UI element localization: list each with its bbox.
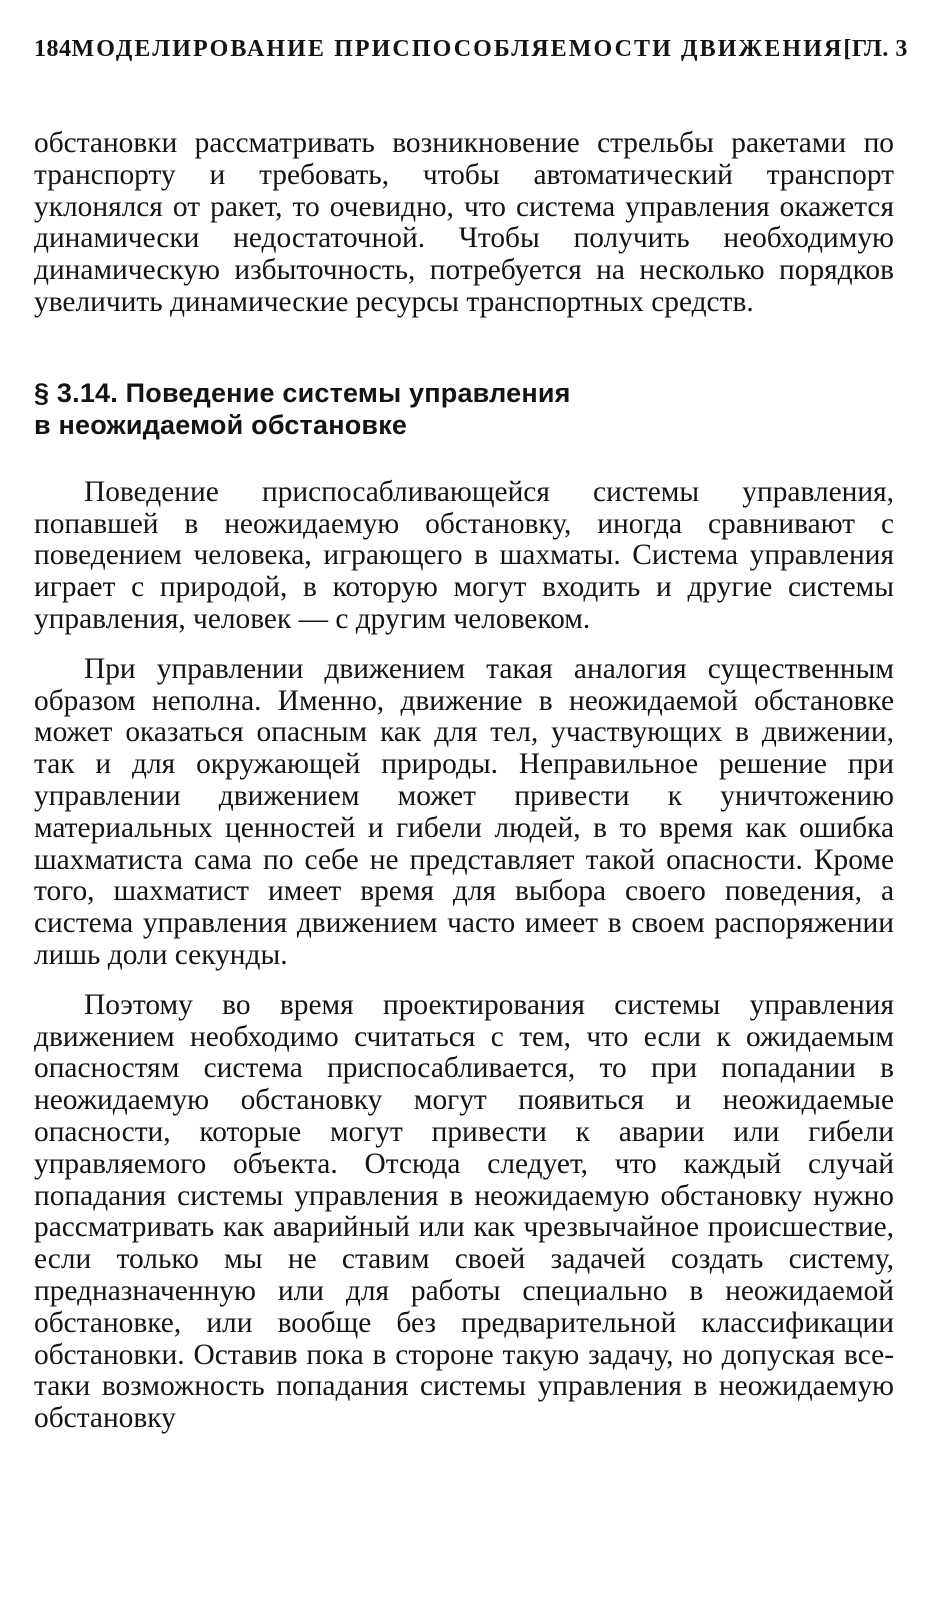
chapter-marker: [ГЛ. 3 (843, 36, 908, 62)
body-paragraph-1: Поведение приспосабливающейся системы управления, попавшей в неожидаемую обстановку, иногда сравнивают с поведением человека, играющего в шахматы. Система управления играет с природой, в которую могут входить и другие системы управления, человек — с другим человеком. (34, 475, 894, 635)
book-page (34, 36, 908, 1435)
page-number: 184 (34, 36, 72, 62)
running-title: МОДЕЛИРОВАНИЕ ПРИСПОСОБЛЯЕМОСТИ ДВИЖЕНИЯ (71, 36, 844, 62)
body-paragraph-2: При управлении движением такая аналогия существенным образом неполна. Именно, движение в неожидаемой обстановке может оказаться опасным как для тел, участвующих в движении, так и для окружающей природы. Неправильное решение при управлении движением может привести к уничтожению материальных ценностей и гибели людей, в то время как ошибка шахматиста сама по себе не представляет такой опасности. Кроме того, шахматист имеет время для выбора своего поведения, а система управления движением часто имеет в своем распоряжении лишь доли секунды. (34, 652, 894, 971)
section-heading-line-1: § 3.14. Поведение системы управления (34, 377, 571, 408)
continuation-paragraph: обстановки рассматривать возникновение стрельбы ракетами по транспорту и требовать, чтобы автоматический транспорт уклонялся от ракет, то очевидно, что система управления окажется динамически недостаточной. Чтобы получить необходимую динамическую избыточность, потребуется на несколько порядков увеличить динамические ресурсы транспортных средств. (34, 127, 894, 318)
body-paragraph-3: Поэтому во время проектирования системы управления движением необходимо считаться с тем, что если к ожидаемым опасностям система приспосабливается, то при попадании в неожидаемую обстановку могут появиться и неожидаемые опасности, которые могут привести к аварии или гибели управляемого объекта. Отсюда следует, что каждый случай попадания системы управления в неожидаемую обстановку нужно рассматривать как аварийный или как чрезвычайное происшествие, если только мы не ставим своей задачей создать систему, предназначенную или для работы специально в неожидаемой обстановке, или вообще без предварительной классификации обстановки. Оставив пока в стороне такую задачу, но допуская все-таки возможность попадания системы управления в неожидаемую обстановку (34, 988, 894, 1435)
running-header (34, 36, 908, 76)
section-heading (34, 377, 894, 441)
section-heading-line-2: в неожидаемой обстановке (34, 409, 408, 440)
